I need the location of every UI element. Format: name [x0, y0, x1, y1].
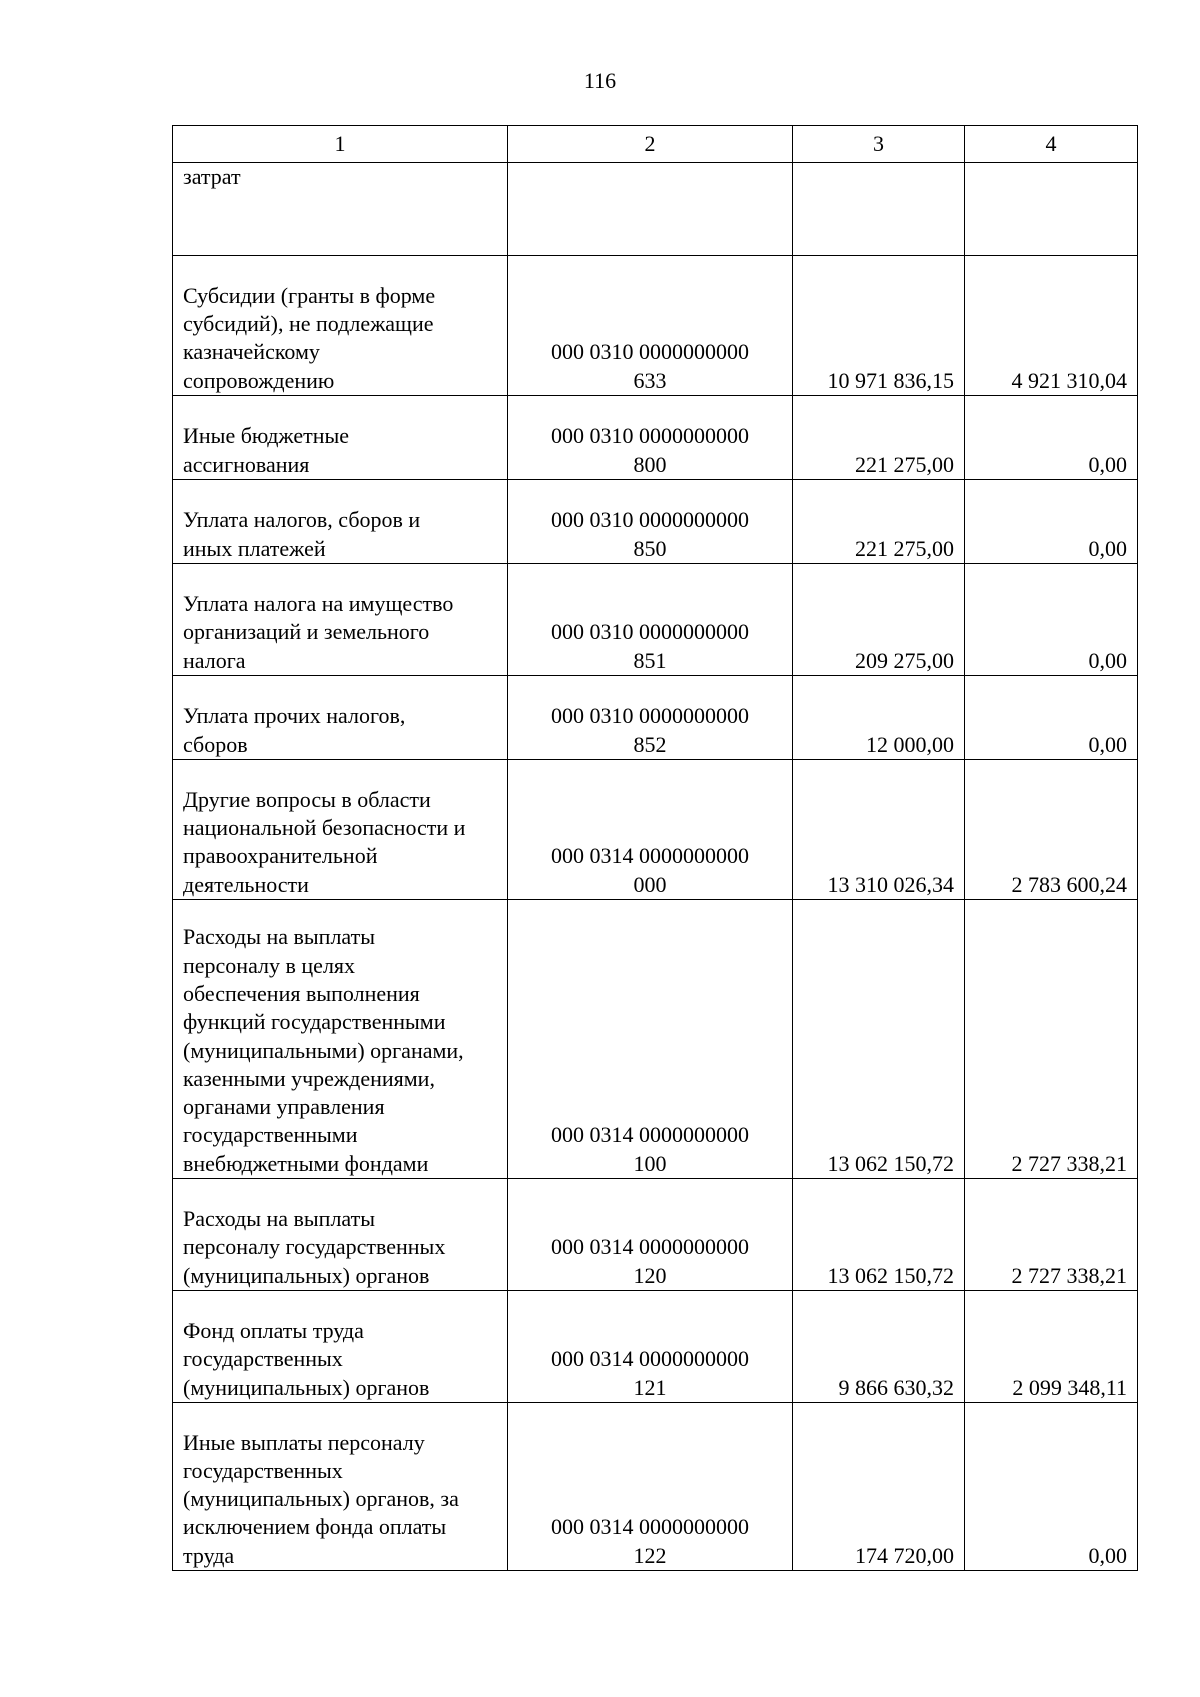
row-value-3: 13 062 150,72: [793, 900, 965, 1179]
row-value-4: 2 727 338,21: [965, 900, 1138, 1179]
table-row: [173, 1179, 1138, 1291]
row-value-4: 2 727 338,21: [965, 1179, 1138, 1291]
row-value-4: 4 921 310,04: [965, 256, 1138, 396]
row-value-4: 0,00: [965, 676, 1138, 760]
row-code: 000 0314 0000000000 120: [508, 1179, 793, 1291]
row-name: Уплата налогов, сборов и иных платежей: [173, 480, 508, 564]
row-code: 000 0310 0000000000 633: [508, 256, 793, 396]
table-row: [173, 480, 1138, 564]
row-code: 000 0310 0000000000 850: [508, 480, 793, 564]
row-value-4: 2 783 600,24: [965, 760, 1138, 900]
header-cell-1: 1: [173, 126, 508, 163]
row-code: 000 0314 0000000000 000: [508, 760, 793, 900]
row-name: Субсидии (гранты в форме субсидий), не подлежащие казначейскому сопровождению: [173, 256, 508, 396]
row-value-3: 10 971 836,15: [793, 256, 965, 396]
table-row: [173, 1291, 1138, 1403]
row-code: 000 0310 0000000000 852: [508, 676, 793, 760]
row-code: 000 0314 0000000000 122: [508, 1403, 793, 1571]
row-value-4: [965, 163, 1138, 256]
header-cell-3: 3: [793, 126, 965, 163]
row-name: Иные выплаты персоналу государственных (муниципальных) органов, за исключением фонда оплаты труда: [173, 1403, 508, 1571]
row-value-3: 209 275,00: [793, 564, 965, 676]
row-name: Уплата прочих налогов, сборов: [173, 676, 508, 760]
row-value-3: 9 866 630,32: [793, 1291, 965, 1403]
row-value-4: 0,00: [965, 396, 1138, 480]
budget-table: [172, 125, 1138, 1571]
table-row: [173, 1403, 1138, 1571]
row-name: Другие вопросы в области национальной безопасности и правоохранительной деятельности: [173, 760, 508, 900]
row-value-4: 2 099 348,11: [965, 1291, 1138, 1403]
table-row: [173, 163, 1138, 256]
row-name: Фонд оплаты труда государственных (муниципальных) органов: [173, 1291, 508, 1403]
row-value-4: 0,00: [965, 564, 1138, 676]
row-name: Расходы на выплаты персоналу государственных (муниципальных) органов: [173, 1179, 508, 1291]
row-value-3: 174 720,00: [793, 1403, 965, 1571]
row-value-3: [793, 163, 965, 256]
row-code: 000 0310 0000000000 800: [508, 396, 793, 480]
header-cell-2: 2: [508, 126, 793, 163]
row-value-4: 0,00: [965, 480, 1138, 564]
row-value-3: 13 310 026,34: [793, 760, 965, 900]
row-value-3: 221 275,00: [793, 480, 965, 564]
page-number: 116: [583, 68, 617, 93]
header-cell-4: 4: [965, 126, 1138, 163]
table-row: [173, 760, 1138, 900]
table-row: [173, 676, 1138, 760]
row-name: затрат: [173, 163, 508, 256]
table-row: [173, 564, 1138, 676]
table-row: [173, 396, 1138, 480]
table-row: [173, 256, 1138, 396]
row-value-3: 13 062 150,72: [793, 1179, 965, 1291]
row-code: 000 0314 0000000000 100: [508, 900, 793, 1179]
row-code: 000 0310 0000000000 851: [508, 564, 793, 676]
table-row: [173, 900, 1138, 1179]
row-value-3: 221 275,00: [793, 396, 965, 480]
row-value-3: 12 000,00: [793, 676, 965, 760]
row-value-4: 0,00: [965, 1403, 1138, 1571]
row-code: [508, 163, 793, 256]
header-row: [173, 126, 1138, 163]
row-name: Уплата налога на имущество организаций и земельного налога: [173, 564, 508, 676]
row-name: Иные бюджетные ассигнования: [173, 396, 508, 480]
row-name: Расходы на выплаты персоналу в целях обеспечения выполнения функций государственными (муниципальными) органами, казенными учреждениями, органами управления государственными внебюджетными фондами: [173, 900, 508, 1179]
row-code: 000 0314 0000000000 121: [508, 1291, 793, 1403]
